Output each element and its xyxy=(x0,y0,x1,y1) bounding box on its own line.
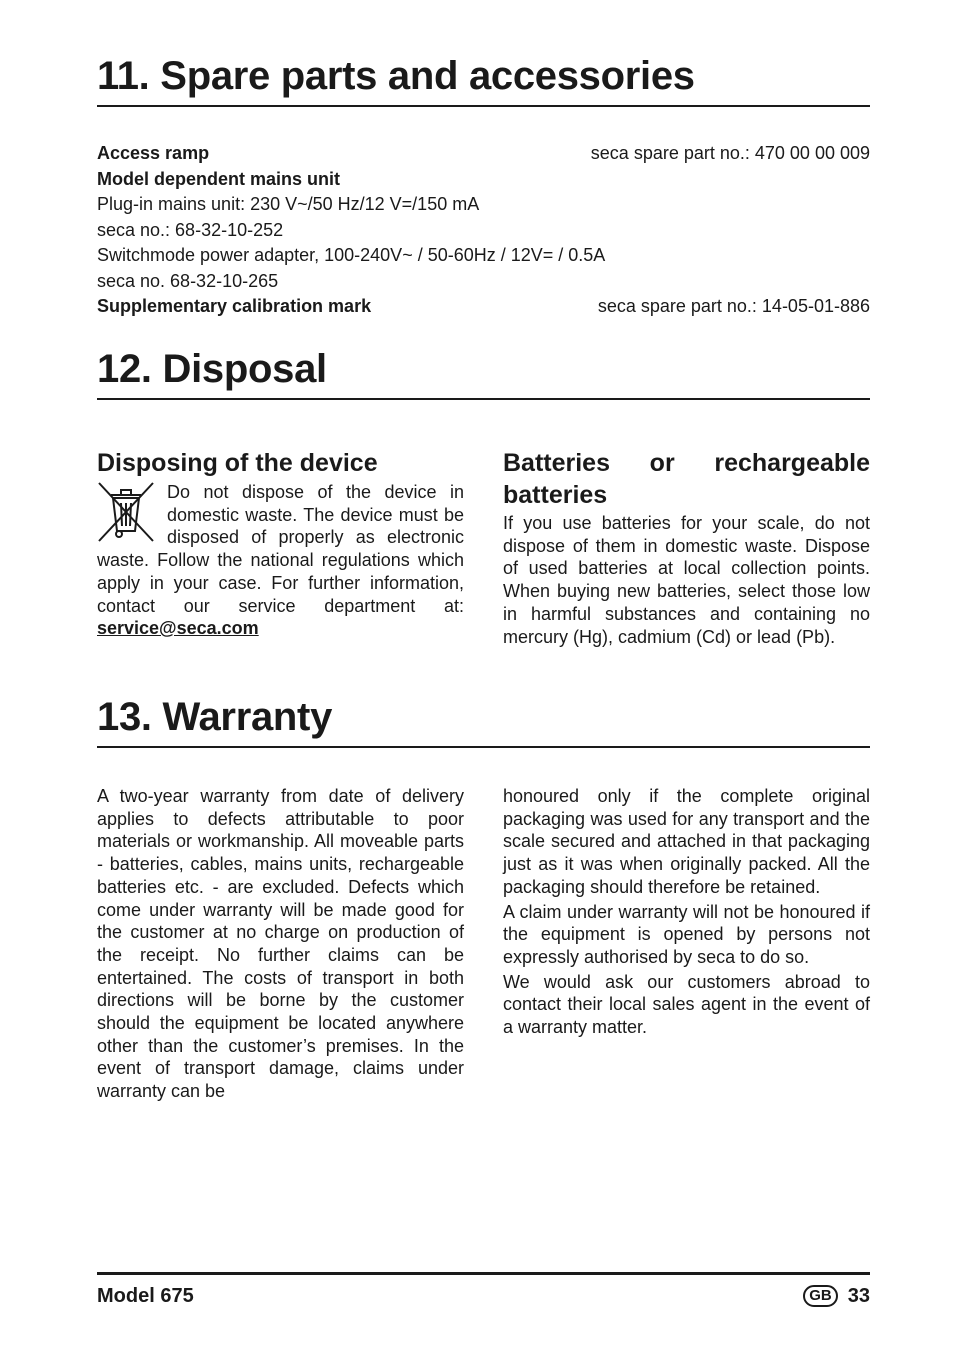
item-detail: seca no. 68-32-10-265 xyxy=(97,270,279,291)
item-detail: seca no.: 68-32-10-252 xyxy=(97,219,284,240)
section-spare-parts xyxy=(97,53,870,107)
warranty-paragraph: We would ask our customers abroad to contact their local sales agent in the event of a warranty matter. xyxy=(503,971,870,1038)
subsection-heading: Batteries or rechargeable batteries xyxy=(503,449,870,509)
batteries-paragraph: If you use batteries for your scale, do not dispose of them in domestic waste. Dispose of used batteries at local collection points. When buying new batteries, select those low in harmful substances and containing no mercury (Hg), cadmium (Cd) or lead (Pb). xyxy=(503,513,870,647)
item-detail: Plug-in mains unit: 230 V~/50 Hz/12 V=/150 mA xyxy=(97,194,480,214)
footer-model: Model 675 xyxy=(97,1285,194,1307)
item-name: Supplementary calibration mark xyxy=(97,296,372,316)
language-badge: GB xyxy=(803,1285,838,1307)
disposal-batteries-column xyxy=(503,447,870,648)
section-title: 11. Spare parts and accessories xyxy=(97,54,695,98)
item-name: Access ramp xyxy=(97,143,210,163)
spare-parts-list xyxy=(97,141,870,320)
device-text: Do not dispose of the device in domestic waste. The device must be disposed of properly as electronic waste. Follow the national regulations which apply in your case. For further information, contact our service department at: xyxy=(97,482,464,616)
service-email-link[interactable]: service@seca.com xyxy=(97,618,259,639)
warranty-left-column xyxy=(97,785,464,1103)
footer-page-info xyxy=(803,1283,870,1309)
section-warranty xyxy=(97,694,870,748)
disposal-device-column xyxy=(97,447,464,640)
list-item xyxy=(97,141,870,167)
item-detail: Switchmode power adapter, 100-240V~ / 50-60Hz / 12V= / 0.5A xyxy=(97,245,606,265)
item-part-no: seca spare part no.: 470 00 00 009 xyxy=(590,143,870,163)
warranty-right-column xyxy=(503,785,870,1039)
section-title: 13. Warranty xyxy=(97,695,333,739)
page-footer xyxy=(97,1272,870,1309)
warranty-paragraph: A two-year warranty from date of delivery applies to defects attributable to poor materials or workmanship. All moveable parts - batteries, cables, mains units, rechargeable batteries etc. - are excluded. Defects which come under warranty will be made good for the customer at no charge on production of the receipt. No further claims can be entertained. The costs of transport in both directions will be borne by the customer should the equipment be located anywhere other than the customer’s premises. In the event of transport damage, claims under warranty can be xyxy=(97,786,464,1102)
device-paragraph xyxy=(97,481,464,640)
warranty-paragraph: A claim under warranty will not be honoured if the equipment is opened by persons not expressly authorised by seca to do so. xyxy=(503,901,870,967)
section-title: 12. Disposal xyxy=(97,347,327,391)
item-name: Model dependent mains unit xyxy=(97,168,341,189)
page-number: 33 xyxy=(847,1285,870,1307)
section-disposal xyxy=(97,346,870,400)
crossed-out-wheelie-bin-icon xyxy=(97,481,155,543)
subsection-heading: Disposing of the device xyxy=(97,449,378,477)
item-part-no: seca spare part no.: 14-05-01-886 xyxy=(597,296,870,316)
list-item xyxy=(97,294,870,320)
warranty-paragraph: honoured only if the complete original packaging was used for any transport and the scale secured and attached in that packaging just as it was when originally packed. All the packaging should therefore be retained. xyxy=(503,786,870,897)
